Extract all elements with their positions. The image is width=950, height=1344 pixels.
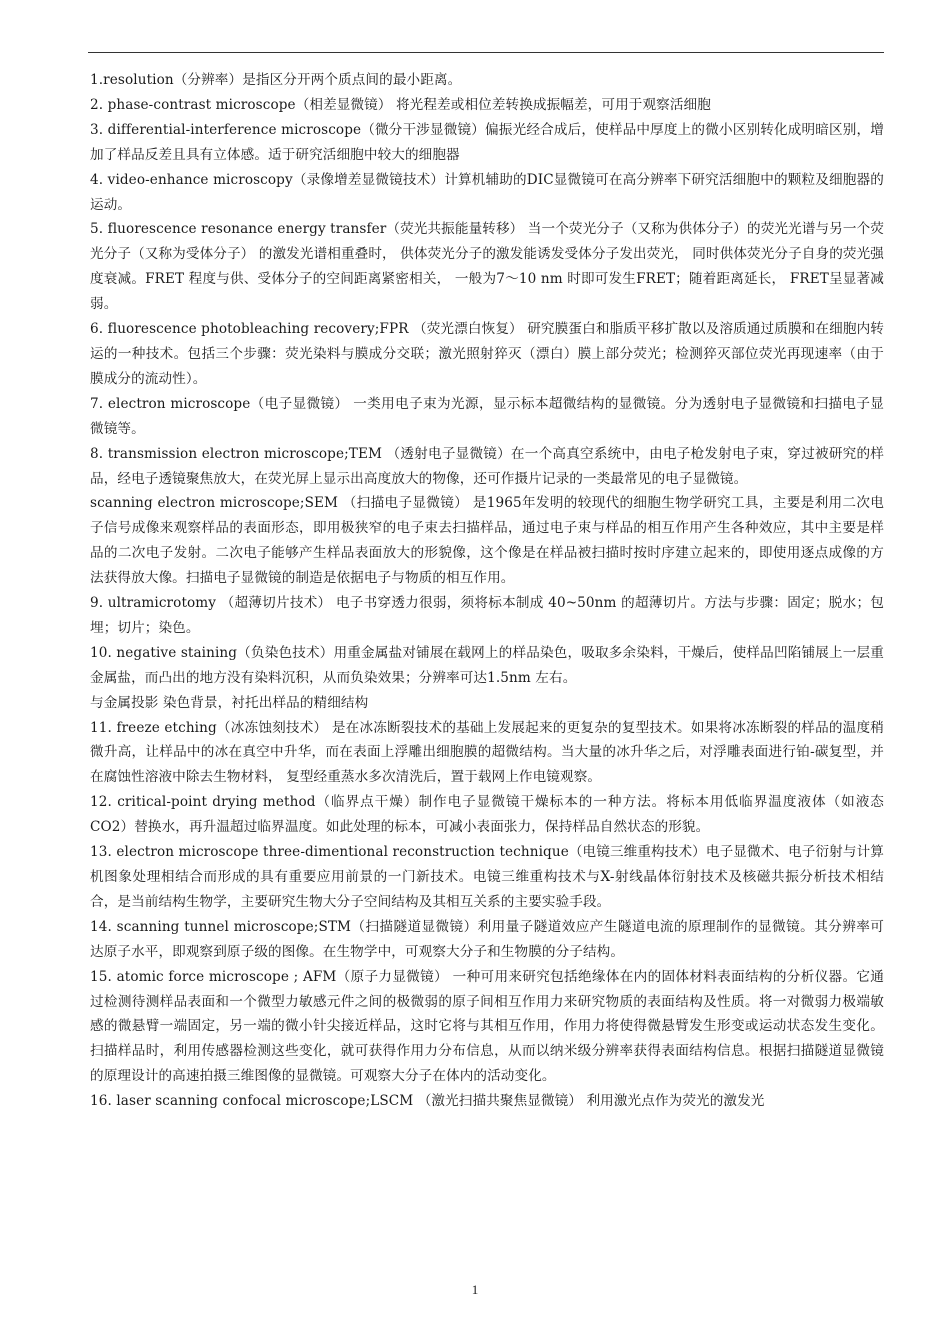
paragraph: 与金属投影 染色背景，衬托出样品的精细结构	[90, 694, 369, 711]
paragraph: 12. critical-point drying method（临界点干燥）制作电子显微镜干燥标本的一种方法。将标本用低临界温度液体（如液态 CO2）替换水，再升温超过临界温度。如此处理的标本，可减小表面张力，保持样品自然状态的形貌。	[90, 794, 884, 836]
page-number: 1	[471, 1282, 479, 1297]
paragraph: 7. electron microscope（电子显微镜） 一类用电子束为光源，显示标本超微结构的显微镜。分为透射电子显微镜和扫描电子显微镜等。	[90, 395, 884, 437]
paragraph: 9. ultramicrotomy （超薄切片技术） 电子书穿透力很弱，须将标本制成 40~50nm 的超薄切片。方法与步骤：固定；脱水；包埋；切片；染色。	[90, 595, 884, 636]
header-rule	[88, 52, 884, 53]
paragraph: 16. laser scanning confocal microscope;LSCM （激光扫描共聚焦显微镜） 利用激光点作为荧光的激发光	[90, 1093, 765, 1110]
paragraph: 4. video-enhance microscopy（录像增差显微镜技术）计算机辅助的DIC显微镜可在高分辨率下研究活细胞中的颗粒及细胞器的运动。	[90, 171, 884, 213]
paragraph: 10. negative staining（负染色技术）用重金属盐对铺展在载网上的样品染色，吸取多余染料，干燥后，使样品凹陷铺展上一层重金属盐，而凸出的地方没有染料沉积，从而负染效果；分辨率可达1.5nm 左右。	[90, 644, 884, 686]
paragraph: 1.resolution（分辨率）是指区分开两个质点间的最小距离。	[90, 72, 462, 88]
paragraph: 2. phase-contrast microscope（相差显微镜） 将光程差或相位差转换成振幅差，可用于观察活细胞	[90, 96, 711, 113]
paragraph: scanning electron microscope;SEM （扫描电子显微镜） 是1965年发明的较现代的细胞生物学研究工具，主要是利用二次电子信号成像来观察样品的表面形态，即用极狭窄的电子束去扫描样品，通过电子束与样品的相互作用产生各种效应，其中主要是样品的二次电子发射。二次电子能够产生样品表面放大的形貌像，这个像是在样品被扫描时按时序建立起来的，即使用逐点成像的方法获得放大像。扫描电子显微镜的制造是依据电子与物质的相互作用。	[90, 495, 884, 587]
paragraph: 15. atomic force microscope ; AFM（原子力显微镜） 一种可用来研究包括绝缘体在内的固体材料表面结构的分析仪器。它通过检测待测样品表面和一个微型力敏感元件之间的极微弱的原子间相互作用力来研究物质的表面结构及性质。将一对微弱力极端敏感的微悬臂一端固定，另一端的微小针尖接近样品，这时它将与其相互作用，作用力将使得微悬臂发生形变或运动状态发生变化。扫描样品时，利用传感器检测这些变化，就可获得作用力分布信息，从而以纳米级分辨率获得表面结构信息。根据扫描隧道显微镜的原理设计的高速拍摄三维图像的显微镜。可观察大分子在体内的活动变化。	[90, 968, 884, 1085]
paragraph: 11. freeze etching（冰冻蚀刻技术） 是在冰冻断裂技术的基础上发展起来的更复杂的复型技术。如果将冰冻断裂的样品的温度稍微升高，让样品中的冰在真空中升华，而在表面上浮雕出细胞膜的超微结构。当大量的冰升华之后，对浮雕表面进行铂-碳复型，并在腐蚀性溶液中除去生物材料， 复型经重蒸水多次清洗后，置于载网上作电镜观察。	[90, 719, 884, 786]
document-body	[90, 68, 884, 1114]
paragraph: 5. fluorescence resonance energy transfer（荧光共振能量转移） 当一个荧光分子（又称为供体分子）的荧光光谱与另一个荧光分子（又称为受体分子） 的激发光谱相重叠时， 供体荧光分子的激发能诱发受体分子发出荧光， 同时供体荧光分子自身的荧光强度衰减。FRET 程度与供、受体分子的空间距离紧密相关， 一般为7～10 nm 时即可发生FRET；随着距离延长， FRET呈显著减弱。	[90, 221, 884, 313]
paragraph: 13. electron microscope three-dimentional reconstruction technique（电镜三维重构技术）电子显微术、电子衍射与计算机图象处理相结合而形成的具有重要应用前景的一门新技术。电镜三维重构技术与X-射线晶体衍射技术及核磁共振分析技术相结合，是当前结构生物学，主要研究生物大分子空间结构及其相互关系的主要实验手段。	[90, 844, 884, 910]
paragraph: 3. differential-interference microscope（微分干涉显微镜）偏振光经合成后，使样品中厚度上的微小区别转化成明暗区别，增加了样品反差且具有立体感。适于研究活细胞中较大的细胞器	[90, 121, 884, 163]
paragraph: 14. scanning tunnel microscope;STM（扫描隧道显微镜）利用量子隧道效应产生隧道电流的原理制作的显微镜。其分辨率可达原子水平，即观察到原子级的图像。在生物学中，可观察大分子和生物膜的分子结构。	[90, 918, 884, 960]
paragraph: 8. transmission electron microscope;TEM （透射电子显微镜）在一个高真空系统中，由电子枪发射电子束，穿过被研究的样品，经电子透镜聚焦放大，在荧光屏上显示出高度放大的物像，还可作摄片记录的一类最常见的电子显微镜。	[90, 445, 884, 487]
paragraph: 6. fluorescence photobleaching recovery;FPR （荧光漂白恢复） 研究膜蛋白和脂质平移扩散以及溶质通过质膜和在细胞内转运的一种技术。包括三个步骤：荧光染料与膜成分交联；激光照射猝灭（漂白）膜上部分荧光；检测猝灭部位荧光再现速率（由于膜成分的流动性）。	[90, 321, 884, 387]
